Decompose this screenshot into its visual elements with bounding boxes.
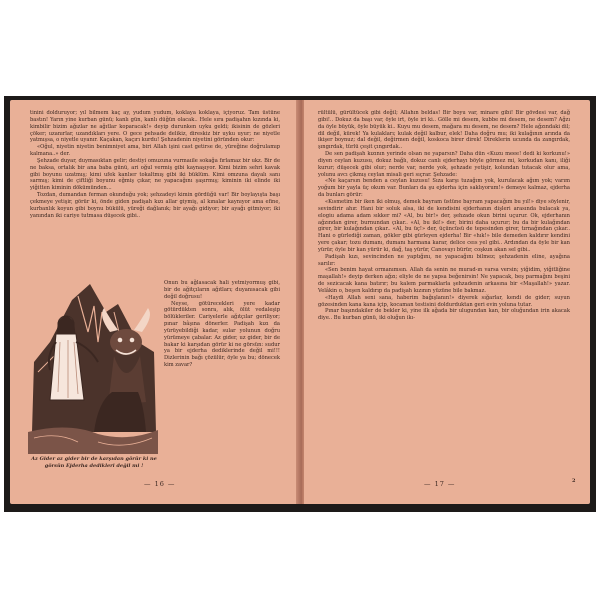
signature-mark: 2 bbox=[572, 478, 576, 484]
paragraph: De sen padişah kızının yerinde olsan ne yaparsın? Daha dün «Kuzu meee! dedi ki korkunu!» diyen ceylan kuzusu, dokuz bağlı, dokuz canlı ejderhayı böyle görmez mi, korkudan kanı, iliği kurur; düşecek gibi olur; nerde var, nerde yok, şehzade yetişir, kolundan tutacak olur ama, yolunu avcı çikmış ceylan misali geri sıçrar. Şehzade: bbox=[318, 151, 570, 178]
illustration-caption: Az Gider az gider bir de karşıdan görür ki ne görsün Ejderha dedikleri değil mi ! bbox=[31, 456, 157, 469]
paragraph: «Sen benim hayat ormanımsın. Allah da senin ne murad-ın varsa versin; yiğidim, yiğitliğine maşallah!» deyip derken ağzı; eliyle de ne yapsa beğenirsin! Ne yapacak, beş parmağını beşini de sezicacak kana batırır; bu kalem parmaklarla şehzadenin arkasına bir «Maşallah!» yazar. Velâkin o, beşen kaldırıp da padişah kızının yüzüne bile bakmaz. bbox=[318, 267, 570, 294]
paragraph: «Oğul, niyetin niyetin benimniyet ama, biri Allah işini cast getirse de, yüreğine doğrulamıp kalmana..» der. bbox=[30, 144, 280, 158]
paragraph: Tozdan, dumandan ferman okunduğu yok; şehzadeyi kimin gördüğü var! Bir boylayışta başı çekmeye yetişir, görür ki, önde giden padişah kızı allar giymiş, al kınalar kaynıyor ama efine, kurbanlık koyun gibi boynu bükülü, yüreği dağlanık; bir ayağı gidiyor; bir ayağı gitmiyor; iki yanından iki cariye tutmasa düşecek gibi.. bbox=[30, 192, 280, 219]
left-page-side-text bbox=[164, 280, 280, 369]
paragraph: «Kısmetim bir iken iki olmuş, demek bayram üstüne bayram yapacağım bu yıl!» diye söylenir, sevindirir ahır. Hani bir soluk alsa, iki de kendisini ejderhanın dişleri arasında bulacak ya, elogiu adama adam sıkker mi? «Al, bu bir!» der, şehzade okun birini uçurur. Ok, ejderhanın ağzından girer, burnundan çıkar.. «Al, bu iki!» der, birini daha uçurur; bu da bir kulağından girer, bir kulağından çıkar.. «Al, bu üç!» der, üçüncüsü de tepesinden girer, tırnağından çıkar.. Hani o gürlediği zaman, gökler gibi gürleyen ejderha! Bir «hık!» bile demeden kaldırır kendini yere çakar; tozu dumanı, dumanı harmana karar, delice ceıs yel gibi.. Ardından da öyle bir kan yürür, öyle bir kan yürür ki, dağ, taş yürür, Canovayı bürür, coşkun akan sel gibi.. bbox=[318, 198, 570, 253]
paragraph: Pınar başındakiler de bekler ki, yine ilk ağada bir ulugundan kan, bir oluğundan irin akacak diye.. Bu kurban günü, iki oluğun ikı- bbox=[318, 308, 570, 322]
paragraph: «Haydi Allah seni sana, haberim bağışlanın!» diyerek sığarlar, kendi de gider; suyun gözesinden kana kana içip, kocaman testisini doldurduktan geri evin yoluna tutar. bbox=[318, 294, 570, 308]
page-number: — 17 — bbox=[424, 480, 456, 488]
paragraph: tinini dolduruyor; yıl bilmem kaç ay, yudum yudum, koklaya koklaya, içiyoruz. Tam üstüne bastın! Yarın yine kurban günü; kanlı gün, kanlı düğün olacak.. Hele sıra padişahın kızında ki, kimbilir bizim ağızlar ne ağıtlar koparacak!» deyip durunken uyku geldi; ikisinin de gözleri çöker; uzanırlar, uzandıkları yere. O gece pehsade delikiz, direskiz bir uyku uyur; ne niyetle yatmışsa, o niyetle uyanır. Kaçakan, kaçırı kurdu! Şehzadenin niyetini göründen okur: bbox=[30, 110, 280, 144]
ejderha-illustration bbox=[28, 282, 158, 454]
paragraph: Şehzade duyar, duymasıktan gelir; destiyi omuzuna vurmaıile sokağa fırlamaz bir ukz. Bir de ne baksa, ortalık bir ana baba günü, ari oğul vermiş gibi kaynaşıyor. Kimi bizim sehri kavak gibi boyunu uzatmış; kimi ufek kanlıer tokaltmış gibi iki büklüm. Kimi omzuna dayalı sanı sarmış; kimi de çiftliği boyunu eğmiş çıkar, ne yapacağını şaşırmış; kiminin iki elinde iki yiğitten kiminin dökümünden... bbox=[30, 157, 280, 192]
right-page-text bbox=[318, 110, 570, 322]
paragraph: rültülü, gürültücek gibi değil; Allahın beldas! Bir boyu var, minare gibi! Bir gövdesi var, dağ gibi!.. Dokuz da başı var, öyle irt, öyle iri ki.. Gölle mi desem, kubbe mi desem, ne desem? Ağzı da öyle büyük, öyle büyük ki.. Kuyu mu desem, mağara mı desem, ne desem? Hele ağzındaki dil; dil değil, kürek! Ya kulakları; kulak değil kalbur, elek! Daha doğru mu; iki kulağının arında da ikişer boynuz; dal değil, değirmen değil, koskoca birer direk! Direklerin ucunda da zangırdak, şıngırdak, türlü çeşit çıngırdak.. bbox=[318, 110, 570, 151]
paragraph: Neyse, götürecekleri yere kadar götürdükten sonra, alık, ölüt vedaleşip bölükleriler. Cariyelerle ağıtçılar geriliyor; pınar bâşına dönerler. Padişah kızı da yürüyebildiği kadar, sular yolunun doğru yürümeye çabalar. Az gider, uz gider, bir de bakar ki karşıdan görür ki ne görsün: sudur ya bir ejderha dediklerinde değil mi!!! Dizlerinin bağı çözülür, öyle ya bu; dönecek kim zavar? bbox=[164, 300, 280, 369]
paragraph: Onun bu ağlasacak hali yetmiyormuş gibi, bir de ağitçıların ağıtları; duyanısacak gibi değil doğrusu! bbox=[164, 280, 280, 300]
paragraph: «Ne kaçarsın benden a ceylan kuzusu! Sıza karşı tuzağım yok, kurulacak ağım yok; varım yoğum bir yayla üç okum var. Bunları da şu ejderha için saklıyorum!» demeye kalmaz, ejderha da bunları görür: bbox=[318, 178, 570, 199]
left-page bbox=[10, 100, 300, 504]
open-booklet bbox=[4, 96, 596, 512]
paragraph: Padişah kızı, sevincinden ne yaptığını, ne yapacağını bilmez; şehzadenin eline, ayağına sarılır: bbox=[318, 253, 570, 267]
page-number: — 16 — bbox=[144, 480, 176, 488]
right-page bbox=[304, 100, 590, 504]
left-page-top-text bbox=[30, 110, 280, 220]
